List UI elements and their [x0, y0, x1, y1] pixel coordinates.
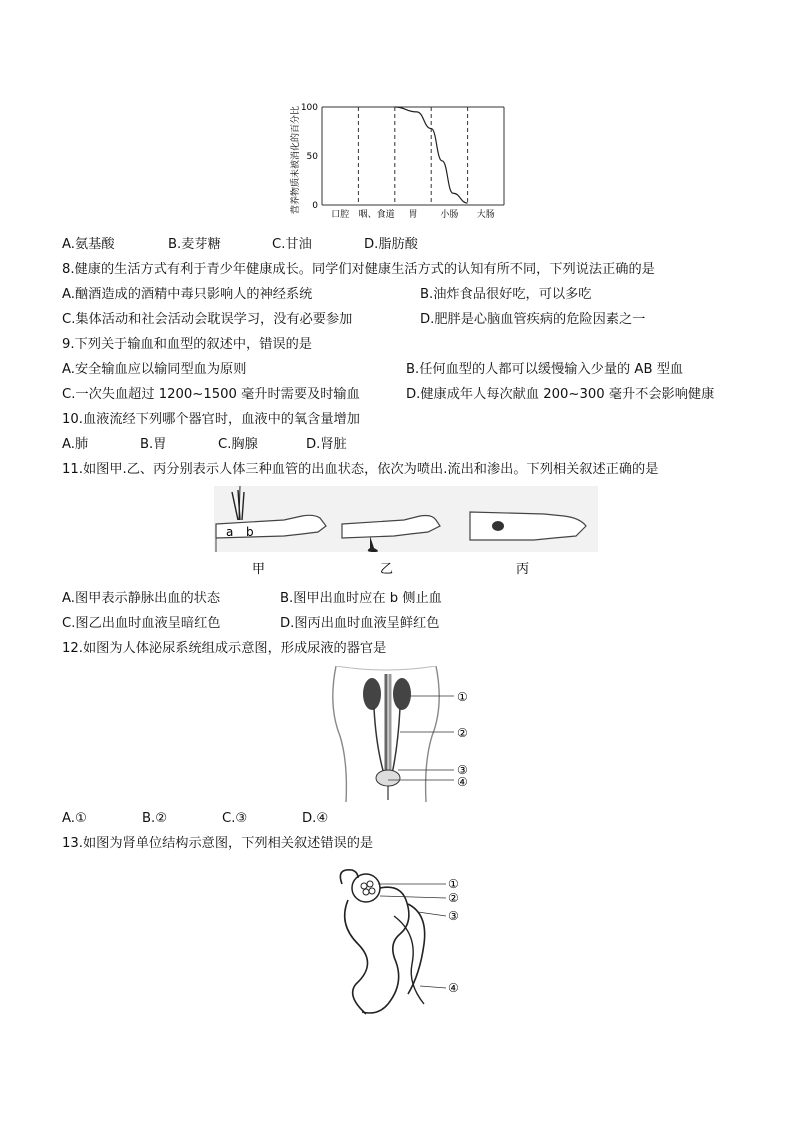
point-label-a: a — [226, 525, 234, 539]
y-tick-label: 50 — [306, 152, 318, 162]
nephron-label-2: ② — [448, 891, 459, 905]
urinary-label-3: ③ — [457, 763, 468, 777]
q9-option-d[interactable]: D.健康成年人每次献血 200~300 毫升不会影响健康 — [406, 387, 715, 402]
q12-option-a[interactable]: A.① — [62, 811, 87, 826]
urinary-label-1: ① — [457, 690, 468, 704]
q7-option-b[interactable]: B.麦芽糖 — [168, 237, 221, 252]
urinary-system-figure — [326, 666, 476, 802]
q10-stem: 10.血液流经下列哪个器官时，血液中的氧含量增加 — [62, 412, 360, 427]
q7-option-c[interactable]: C.甘油 — [272, 237, 312, 252]
x-category-label: 咽、食道 — [358, 210, 395, 220]
q12-option-d[interactable]: D.④ — [302, 811, 329, 826]
q8-option-d[interactable]: D.肥胖是心脑血管疾病的危险因素之一 — [420, 312, 646, 327]
x-category-label: 口腔 — [331, 210, 350, 220]
q8-option-b[interactable]: B.油炸食品很好吃，可以多吃 — [420, 287, 592, 302]
q11-option-b[interactable]: B.图甲出血时应在 b 侧止血 — [280, 591, 442, 606]
q7-option-a[interactable]: A.氨基酸 — [62, 237, 115, 252]
q13-stem: 13.如图为肾单位结构示意图，下列相关叙述错误的是 — [62, 836, 374, 851]
q12-option-b[interactable]: B.② — [142, 811, 168, 826]
urinary-label-4: ④ — [457, 775, 468, 789]
y-axis-label: 营养物质未被消化的百分比 — [291, 105, 301, 214]
q11-option-c[interactable]: C.图乙出血时血液呈暗红色 — [62, 616, 221, 631]
x-category-label: 大肠 — [476, 210, 495, 220]
q9-option-a[interactable]: A.安全输血应以输同型血为原则 — [62, 362, 247, 377]
y-tick-label: 100 — [300, 103, 318, 113]
urinary-label-2: ② — [457, 726, 468, 740]
bleeding-figure — [214, 486, 598, 582]
q9-option-b[interactable]: B.任何血型的人都可以缓慢输入少量的 AB 型血 — [406, 362, 684, 377]
y-tick-label: 0 — [312, 201, 318, 211]
figure-label-jia: 甲 — [252, 562, 266, 577]
figure-label-bing: 丙 — [516, 562, 530, 577]
q7-option-d[interactable]: D.脂肪酸 — [364, 237, 418, 252]
digestion-chart — [282, 94, 512, 226]
arm-bing-illustration — [470, 512, 586, 540]
nephron-figure — [328, 864, 468, 1022]
q10-option-d[interactable]: D.肾脏 — [306, 437, 347, 452]
q12-stem: 12.如图为人体泌尿系统组成示意图，形成尿液的器官是 — [62, 641, 387, 656]
q10-option-b[interactable]: B.胃 — [140, 437, 167, 452]
q8-stem: 8.健康的生活方式有利于青少年健康成长。同学们对健康生活方式的认知有所不同，下列说法正确的是 — [62, 262, 655, 277]
nephron-label-4: ④ — [448, 981, 459, 995]
nephron-label-3: ③ — [448, 909, 459, 923]
q9-stem: 9.下列关于输血和血型的叙述中，错误的是 — [62, 337, 312, 352]
q8-option-c[interactable]: C.集体活动和社会活动会耽误学习，没有必要参加 — [62, 312, 353, 327]
x-category-label: 胃 — [408, 210, 418, 220]
x-category-label: 小肠 — [440, 210, 459, 220]
q10-option-a[interactable]: A.肺 — [62, 437, 89, 452]
q11-option-d[interactable]: D.图丙出血时血液呈鲜红色 — [280, 616, 440, 631]
q11-option-a[interactable]: A.图甲表示静脉出血的状态 — [62, 591, 221, 606]
q8-option-a[interactable]: A.酗酒造成的酒精中毒只影响人的神经系统 — [62, 287, 313, 302]
q11-stem: 11.如图甲.乙、丙分别表示人体三种血管的出血状态，依次为喷出.流出和渗出。下列相关叙述正确的是 — [62, 462, 659, 477]
nephron-label-1: ① — [448, 877, 459, 891]
q10-option-c[interactable]: C.胸腺 — [218, 437, 258, 452]
q9-option-c[interactable]: C.一次失血超过 1200~1500 毫升时需要及时输血 — [62, 387, 360, 402]
q12-option-c[interactable]: C.③ — [222, 811, 248, 826]
figure-label-yi: 乙 — [380, 562, 394, 577]
point-label-b: b — [246, 525, 254, 539]
